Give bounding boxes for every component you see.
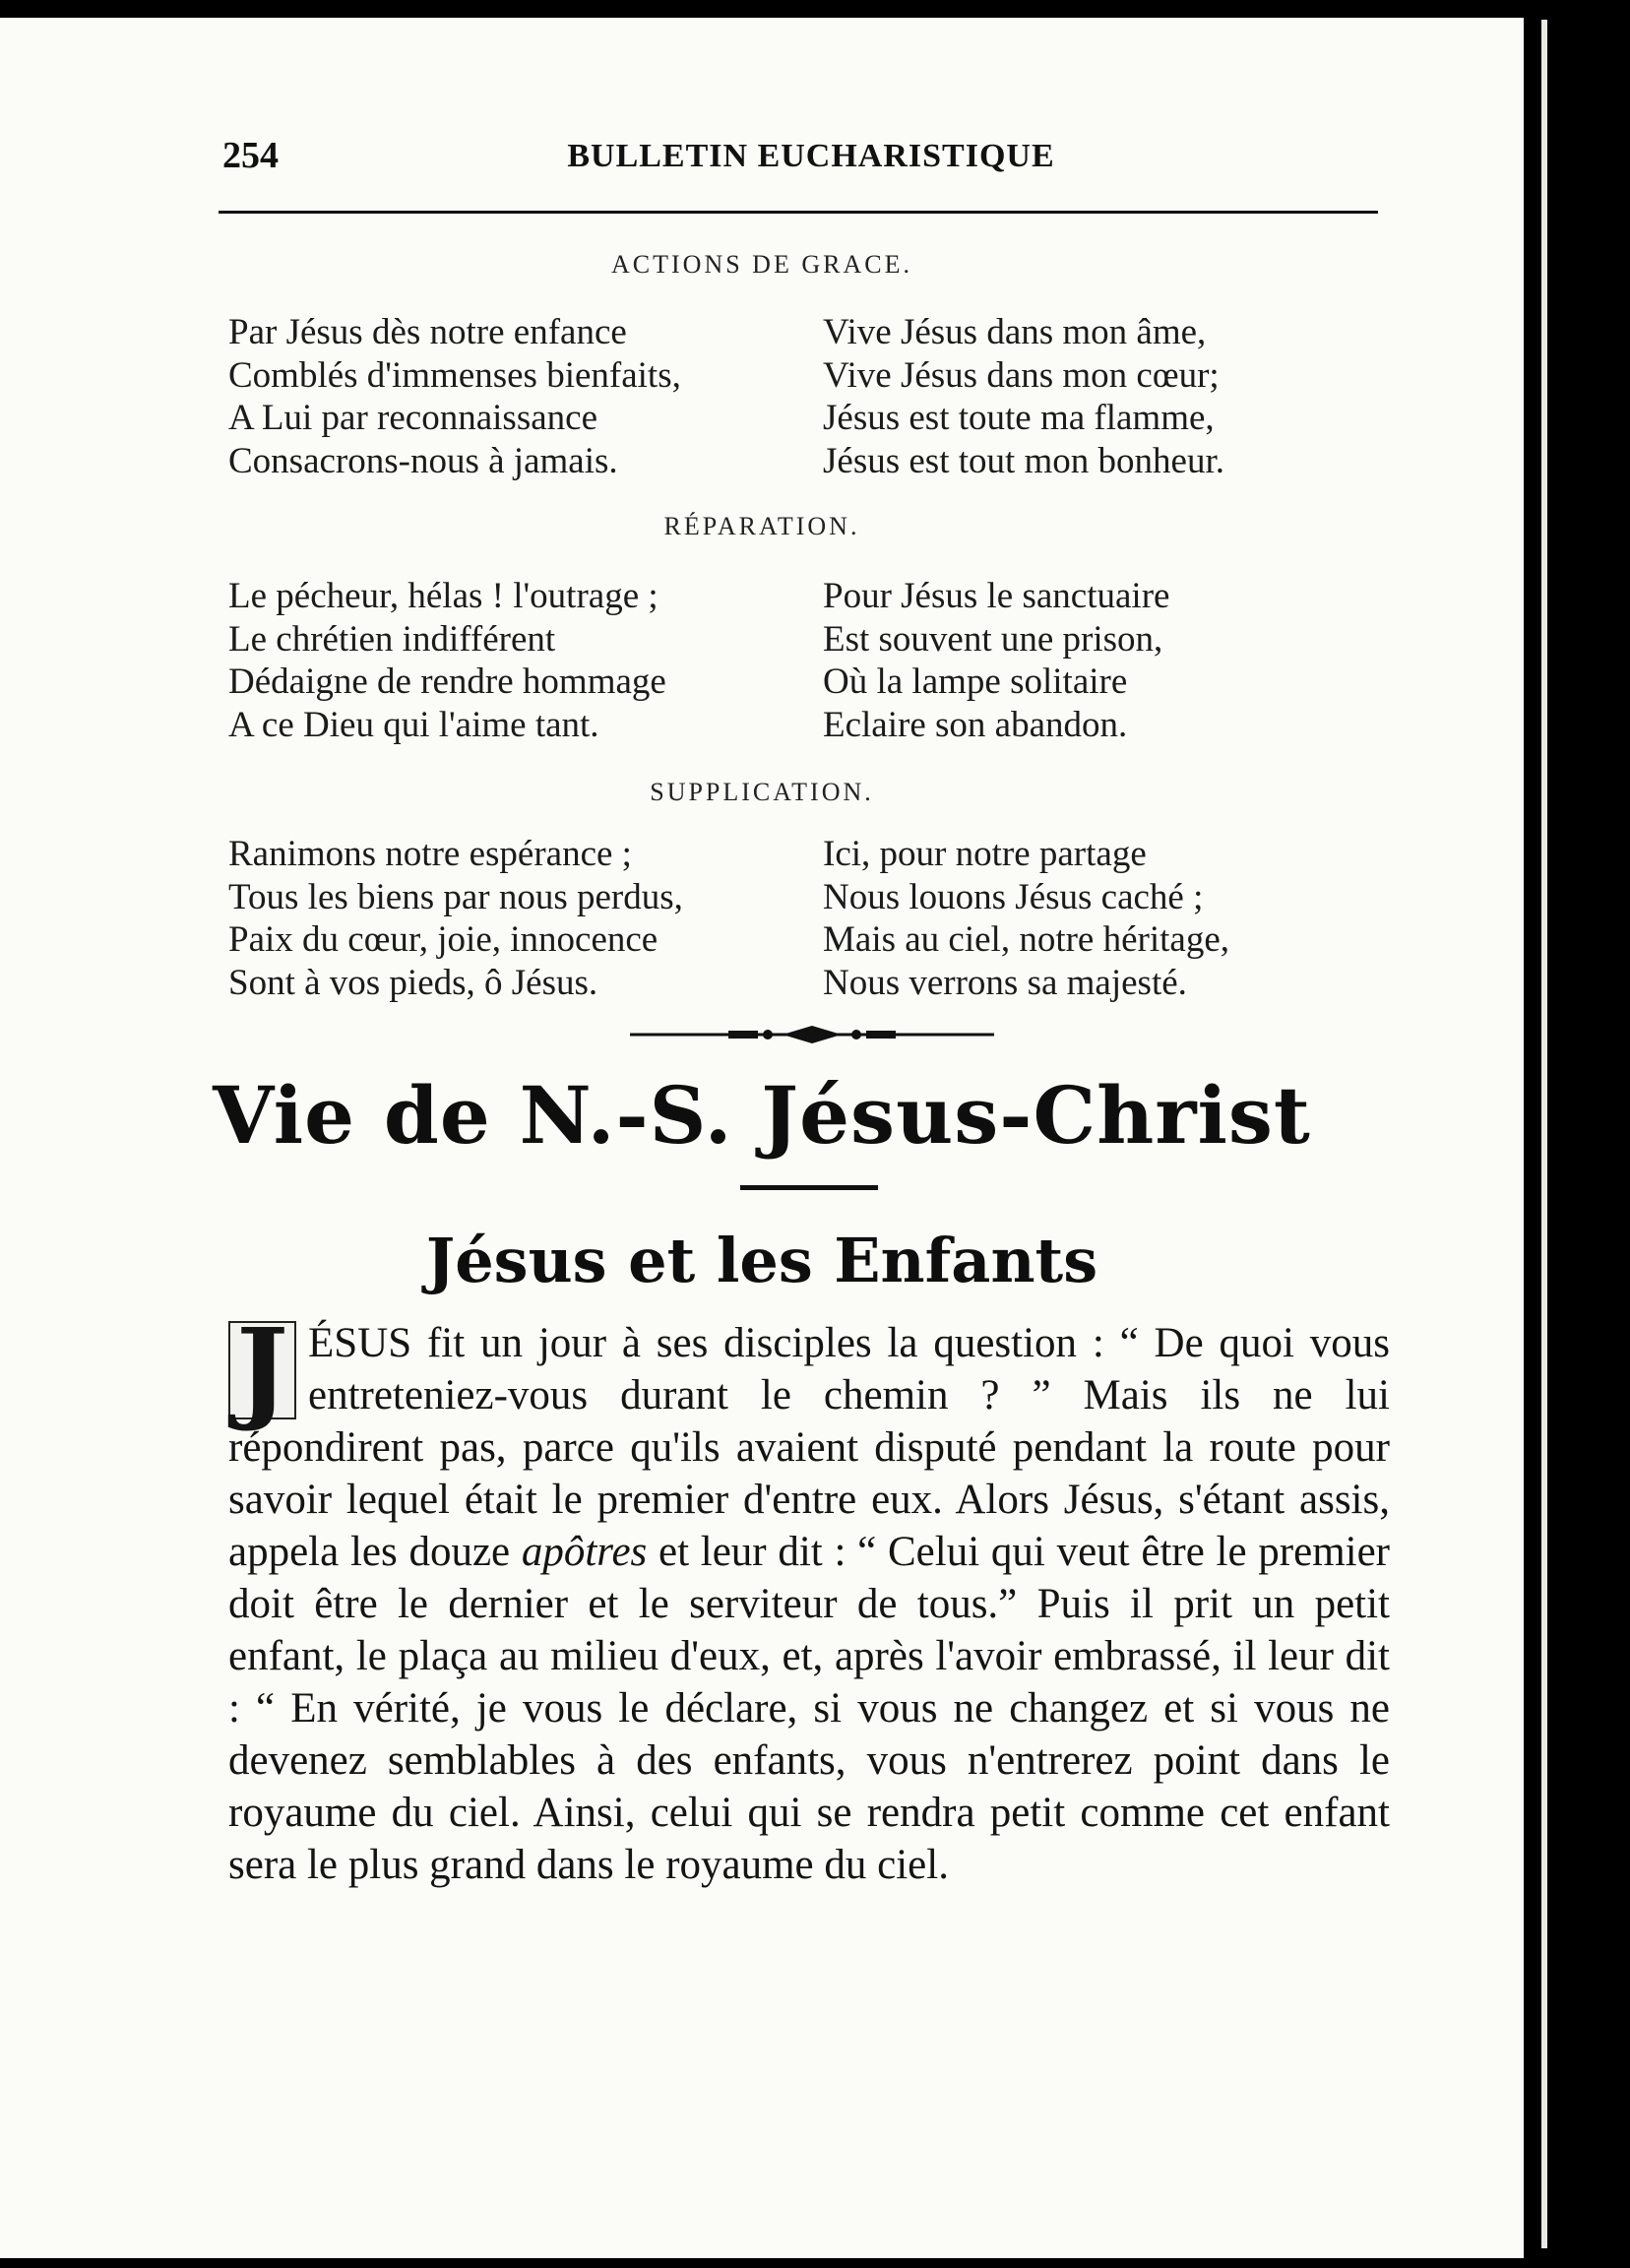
verse-line: Vive Jésus dans mon cœur; xyxy=(823,354,1220,396)
article-body xyxy=(228,1305,1391,1891)
verse-line: A Lui par reconnaissance xyxy=(228,398,597,438)
title-rule xyxy=(740,1185,878,1190)
header-rule xyxy=(219,211,1378,214)
verse-line: Mais au ciel, notre héritage, xyxy=(823,919,1229,960)
verse-line: Jésus est toute ma flamme, xyxy=(823,398,1215,438)
stanza-supplication-right xyxy=(823,833,1229,1004)
journal-title: BULLETIN EUCHARISTIQUE xyxy=(567,138,1055,174)
verse-line: Dédaigne de rendre hommage xyxy=(228,662,666,702)
article-title: Vie de N.-S. Jésus-Christ xyxy=(213,1069,1311,1162)
verse-line: Par Jésus dès notre enfance xyxy=(228,312,627,352)
body-text-part-2: et leur dit : “ Celui qui veut être le premier doit être le dernier et le serviteur de tous.” Puis il prit un petit enfant, le plaça au milieu d'eux, et, après l'avoir embrassé, il leur dit : “ En vérité, je vous le déclare, si vous ne changez et si vous ne devenez semblables à des enfants, vous n'entrerez point dans le royaume du ciel. Ainsi, celui qui se rendra petit comme cet enfant sera le plus grand dans le royaume du ciel. xyxy=(228,1529,1391,1888)
verse-line: Jésus est tout mon bonheur. xyxy=(823,440,1225,481)
verse-line: Sont à vos pieds, ô Jésus. xyxy=(228,962,598,1003)
section-heading-supplication: SUPPLICATION. xyxy=(650,778,874,806)
verse-line: Comblés d'immenses bienfaits, xyxy=(228,354,681,396)
section-heading-actions-de-grace: ACTIONS DE GRACE. xyxy=(611,250,912,279)
section-heading-reparation: RÉPARATION. xyxy=(663,512,860,540)
verse-line: Eclaire son abandon. xyxy=(823,704,1128,745)
verse-line: Est souvent une prison, xyxy=(823,618,1163,660)
verse-line: Consacrons-nous à jamais. xyxy=(228,440,618,481)
scan-edge xyxy=(1524,0,1630,2268)
stanza-actions-left xyxy=(228,311,681,482)
stanza-actions-right xyxy=(823,311,1224,482)
verse-line: Paix du cœur, joie, innocence xyxy=(228,919,658,960)
verse-line: Tous les biens par nous perdus, xyxy=(228,876,683,917)
verse-line: Vive Jésus dans mon âme, xyxy=(823,312,1207,352)
italic-word: apôtres xyxy=(521,1529,648,1575)
drop-cap: J xyxy=(228,1321,296,1419)
book-page xyxy=(0,18,1524,2258)
stanza-supplication-left xyxy=(228,833,683,1004)
verse-line: A ce Dieu qui l'aime tant. xyxy=(228,704,599,745)
verse-line: Où la lampe solitaire xyxy=(823,662,1128,702)
running-head xyxy=(222,134,1400,179)
stanza-reparation-left xyxy=(228,575,666,746)
ornamental-divider xyxy=(630,1023,994,1046)
article-subtitle: Jésus et les Enfants xyxy=(425,1225,1098,1296)
page-edge-line xyxy=(1541,20,1547,2248)
verse-line: Le chrétien indifférent xyxy=(228,618,556,660)
verse-line: Ranimons notre espérance ; xyxy=(228,834,632,874)
verse-line: Nous louons Jésus caché ; xyxy=(823,876,1204,917)
verse-line: Le pécheur, hélas ! l'outrage ; xyxy=(228,576,658,616)
verse-line: Nous verrons sa majesté. xyxy=(823,962,1187,1003)
verse-line: Ici, pour notre partage xyxy=(823,834,1147,874)
body-text-part-1: ÉSUS fit un jour à ses disciples la question : “ De quoi vous entreteniez-vous durant le chemin ? ” Mais ils ne lui répondirent pas, parce qu'ils avaient disputé pendant la route pour savoir lequel était le premier d'entre eux. Alors Jésus, s'étant assis, appela les douze xyxy=(228,1320,1390,1575)
verse-line: Pour Jésus le sanctuaire xyxy=(823,576,1170,616)
stanza-reparation-right xyxy=(823,575,1169,746)
page-number: 254 xyxy=(222,135,279,176)
